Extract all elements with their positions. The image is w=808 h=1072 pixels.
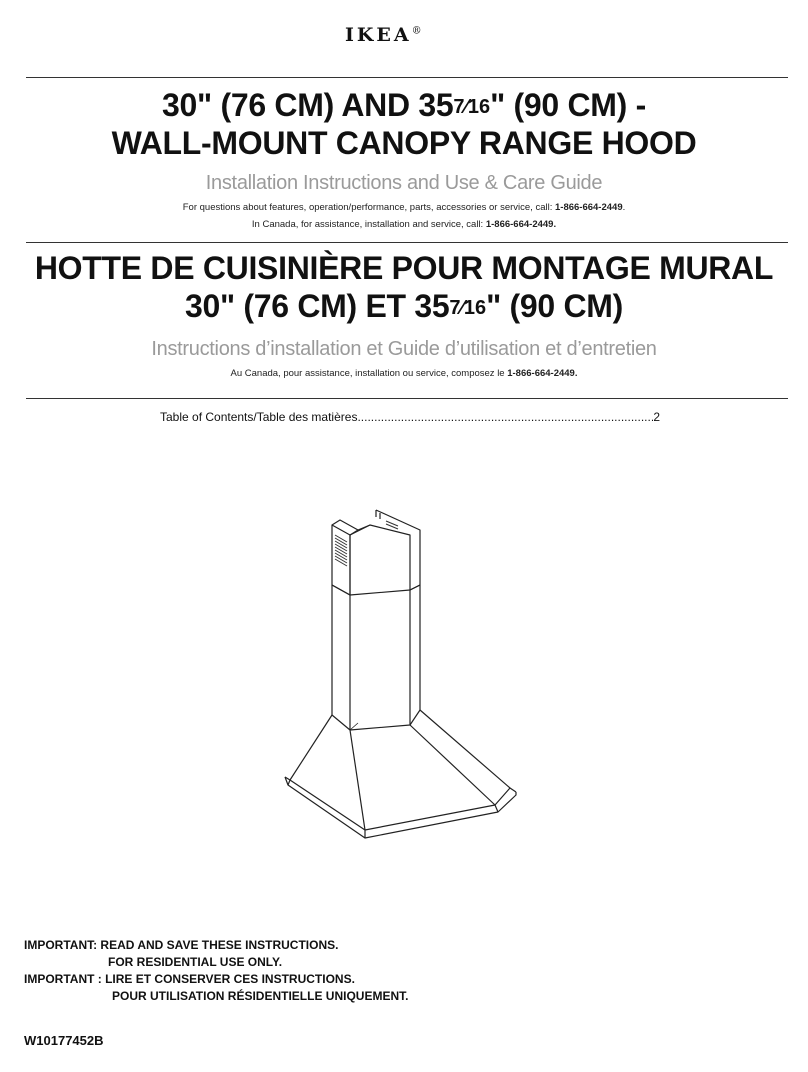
toc-leader-dots (357, 410, 653, 424)
divider-top (26, 77, 788, 78)
range-hood-illustration (270, 505, 540, 850)
important-french-line1: IMPORTANT : LIRE ET CONSERVER CES INSTRUCTIONS. (24, 972, 355, 986)
important-english-line1: IMPORTANT: READ AND SAVE THESE INSTRUCTIONS. (24, 938, 339, 952)
french-subtitle: Instructions d’installation et Guide d’utilisation et d’entretien (151, 338, 657, 360)
table-of-contents-entry[interactable] (160, 410, 660, 424)
english-contact-canada: In Canada, for assistance, installation and service, call: 1-866-664-2449. (251, 219, 557, 230)
toc-page-number: 2 (653, 410, 660, 424)
english-contact-us: For questions about features, operation/performance, parts, accessories or service, call: 1-866-664-2449. (182, 202, 626, 213)
english-title-line1: 30" (76 CM) AND 357⁄16" (90 CM) - (162, 87, 646, 123)
english-title-line2: WALL-MOUNT CANOPY RANGE HOOD (111, 125, 697, 161)
important-english-line2: FOR RESIDENTIAL USE ONLY. (108, 955, 283, 969)
french-title-line1: HOTTE DE CUISINIÈRE POUR MONTAGE MURAL (34, 250, 774, 286)
ikea-logo: IKEA® (345, 24, 422, 46)
toc-label: Table of Contents/Table des matières (160, 410, 358, 424)
divider-bottom (26, 398, 788, 399)
important-french-line2: POUR UTILISATION RÉSIDENTIELLE UNIQUEMENT. (112, 989, 409, 1003)
english-subtitle: Installation Instructions and Use & Care Guide (205, 172, 603, 194)
part-number: W10177452B (24, 1033, 104, 1048)
french-contact-canada: Au Canada, pour assistance, installation ou service, composez le 1-866-664-2449. (230, 368, 578, 379)
french-title-line2: 30" (76 CM) ET 357⁄16" (90 CM) (184, 288, 624, 324)
divider-middle (26, 242, 788, 243)
